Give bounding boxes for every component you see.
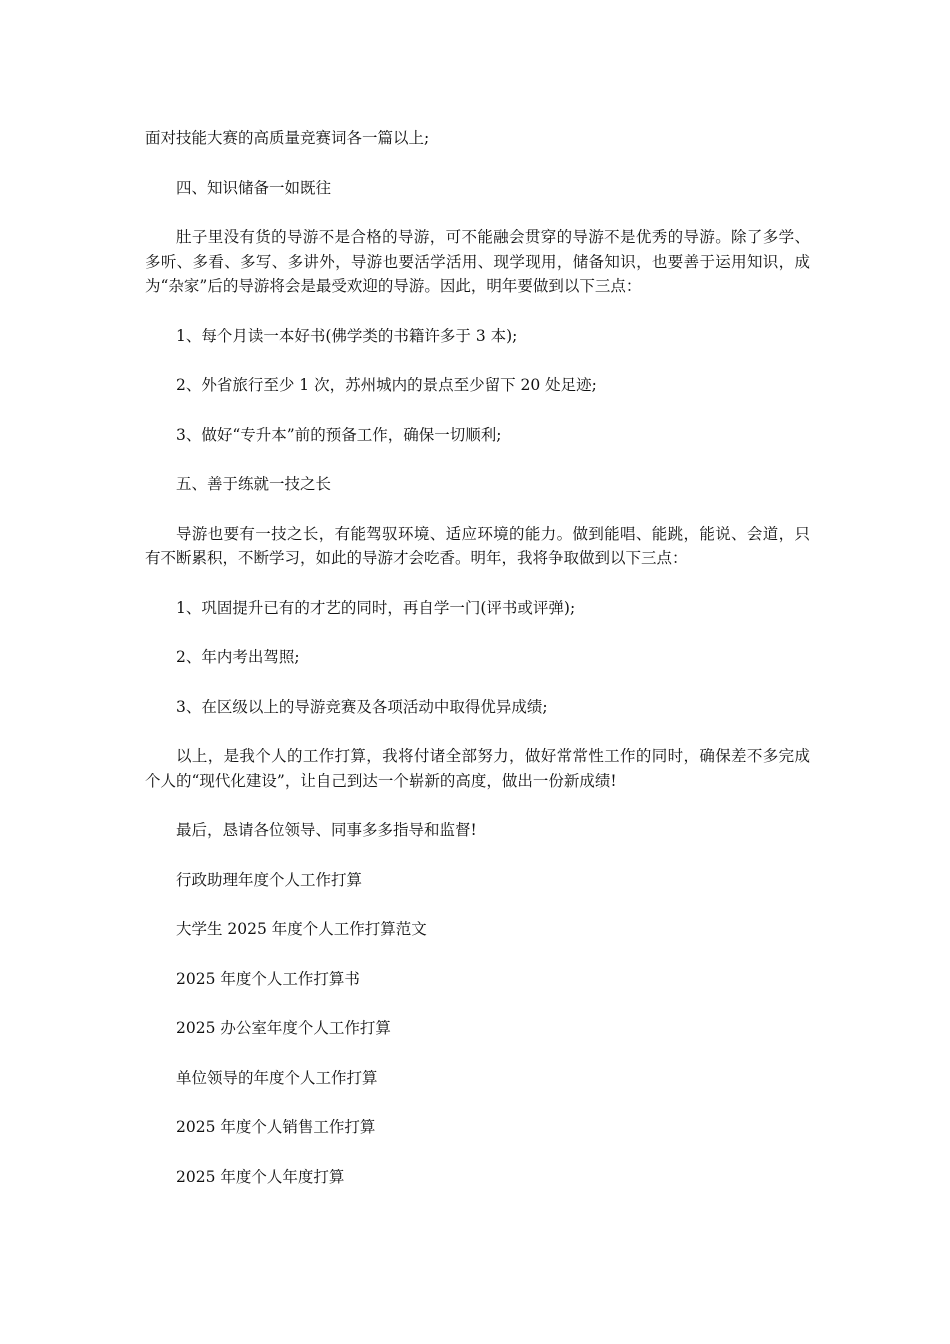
paragraph-closing: 最后，恳请各位领导、同事多多指导和监督!: [176, 821, 477, 839]
heading-special-skill: 五、善于练就一技之长: [176, 475, 332, 493]
related-link[interactable]: 2025 年度个人年度打算: [176, 1167, 345, 1186]
related-link[interactable]: 大学生 2025 年度个人工作打算范文: [176, 920, 427, 938]
paragraph-special-skill: 导游也要有一技之长，有能驾驭环境、适应环境的能力。做到能唱、能跳，能说、会道，只有不断累积，不断学习，如此的导游才会吃香。明年，我将争取做到以下三点：: [145, 524, 810, 567]
heading-knowledge-reserve: 四、知识储备一如既往: [176, 178, 332, 197]
list-item-competition: 3、在区级以上的导游竞赛及各项活动中取得优异成绩;: [176, 697, 548, 716]
related-link[interactable]: 2025 办公室年度个人工作打算: [176, 1019, 391, 1037]
list-item-read-books: 1、每个月读一本好书(佛学类的书籍许多于 3 本);: [176, 326, 518, 345]
paragraph-knowledge: 肚子里没有货的导游不是合格的导游，可不能融会贯穿的导游不是优秀的导游。除了多学、多听、多看、多写、多讲外，导游也要活学活用、现学现用，储备知识，也要善于运用知识，成为“杂家”后的导游将会是最受欢迎的导游。因此，明年要做到以下三点：: [145, 228, 810, 295]
related-link[interactable]: 2025 年度个人工作打算书: [176, 969, 360, 988]
list-item-driving-license: 2、年内考出驾照;: [176, 648, 300, 666]
list-item-talent: 1、巩固提升已有的才艺的同时，再自学一门(评书或评弹);: [176, 598, 576, 617]
related-link[interactable]: 2025 年度个人销售工作打算: [176, 1118, 376, 1136]
paragraph-competition-speeches: 面对技能大赛的高质量竞赛词各一篇以上;: [145, 129, 430, 147]
related-link[interactable]: 行政助理年度个人工作打算: [176, 870, 363, 889]
list-item-travel: 2、外省旅行至少 1 次，苏州城内的景点至少留下 20 处足迹;: [176, 376, 597, 394]
document-body: [145, 126, 810, 1214]
paragraph-summary: 以上，是我个人的工作打算，我将付诸全部努力，做好常常性工作的同时，确保差不多完成个人的“现代化建设”，让自己到达一个崭新的高度，做出一份新成绩!: [145, 747, 810, 790]
related-link[interactable]: 单位领导的年度个人工作打算: [176, 1068, 378, 1087]
list-item-upgrade-prep: 3、做好“专升本”前的预备工作，确保一切顺利;: [176, 425, 502, 444]
